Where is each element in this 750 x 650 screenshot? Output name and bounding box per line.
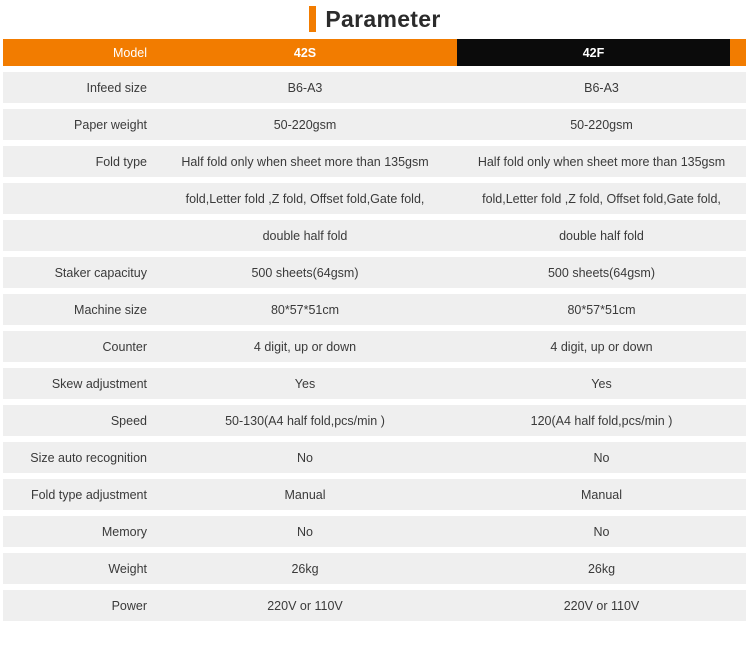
table-row: [3, 553, 746, 584]
row-value-42f: fold,Letter fold ,Z fold, Offset fold,Gate fold,: [482, 191, 721, 206]
row-value-42s: 50-220gsm: [273, 117, 337, 132]
table-row: [3, 331, 746, 362]
table-row: [3, 590, 746, 621]
row-value-42s: 26kg: [291, 561, 319, 576]
row-label-cell: Skew adjustment: [51, 376, 147, 391]
row-label-cell: Fold type adjustment: [30, 487, 147, 502]
table-row: [3, 368, 746, 399]
row-value-42f: 4 digit, up or down: [550, 339, 653, 354]
table-row: [3, 109, 746, 140]
row-label-cell: Infeed size: [86, 80, 147, 95]
table-row: [3, 72, 746, 103]
row-label-cell: Paper weight: [74, 117, 147, 132]
row-value-42f: 220V or 110V: [563, 598, 640, 613]
row-value-42s: 4 digit, up or down: [253, 339, 357, 354]
row-value-42f: 50-220gsm: [570, 117, 633, 132]
row-value-42s: Half fold only when sheet more than 135gsm: [181, 154, 429, 169]
row-value-42s: double half fold: [262, 228, 348, 243]
table-row: [3, 479, 746, 510]
table-row: [3, 257, 746, 288]
row-label-cell: Fold type: [95, 154, 147, 169]
row-label-cell: Size auto recognition: [30, 450, 147, 465]
table-row: [3, 220, 746, 251]
row-value-42f: double half fold: [559, 228, 644, 243]
row-value-42s: fold,Letter fold ,Z fold, Offset fold,Gate fold,: [185, 191, 425, 206]
row-value-42s: Yes: [294, 376, 316, 391]
row-value-42s: No: [297, 450, 313, 465]
table-row: [3, 442, 746, 473]
row-value-42f: No: [593, 450, 610, 465]
row-label-cell: Memory: [101, 524, 147, 539]
table-header-row: [3, 39, 746, 66]
row-value-42f: 500 sheets(64gsm): [547, 265, 655, 280]
header-model-42f: 42F: [457, 39, 730, 66]
row-value-42f: Manual: [581, 487, 622, 502]
page-title: Parameter: [325, 5, 441, 32]
row-value-42s: 500 sheets(64gsm): [251, 265, 359, 280]
row-value-42s: B6-A3: [287, 80, 323, 95]
row-value-42f: 120(A4 half fold,pcs/min ): [530, 413, 673, 428]
table-row: [3, 405, 746, 436]
row-label-cell: Machine size: [74, 302, 147, 317]
title-accent-bar: [309, 6, 316, 32]
row-label-cell: Staker capacituy: [54, 265, 147, 280]
table-row: [3, 516, 746, 547]
table-body: [3, 72, 746, 621]
row-label-cell: Weight: [108, 561, 147, 576]
row-value-42s: 220V or 110V: [267, 598, 343, 613]
row-value-42f: No: [593, 524, 610, 539]
row-value-42s: 80*57*51cm: [270, 302, 340, 317]
row-label-cell: Speed: [110, 413, 147, 428]
header-label-cell: Model: [112, 45, 147, 60]
header-accent-gap: [730, 39, 746, 66]
row-value-42f: 80*57*51cm: [567, 302, 636, 317]
row-label-cell: Counter: [102, 339, 147, 354]
parameter-table: [3, 39, 746, 627]
row-label-cell: Power: [111, 598, 147, 613]
row-value-42f: B6-A3: [584, 80, 619, 95]
table-row: [3, 294, 746, 325]
row-value-42f: Half fold only when sheet more than 135gsm: [477, 154, 726, 169]
table-row: [3, 146, 746, 177]
row-value-42s: Manual: [284, 487, 326, 502]
header-model-42s: 42S: [293, 45, 317, 60]
row-value-42s: No: [297, 524, 313, 539]
title-area: [0, 0, 750, 38]
row-value-42f: Yes: [591, 376, 612, 391]
row-value-42f: 26kg: [587, 561, 616, 576]
table-row: [3, 183, 746, 214]
row-label-cell: [3, 183, 153, 214]
row-label-cell: [3, 220, 153, 251]
row-value-42s: 50-130(A4 half fold,pcs/min ): [225, 413, 385, 428]
